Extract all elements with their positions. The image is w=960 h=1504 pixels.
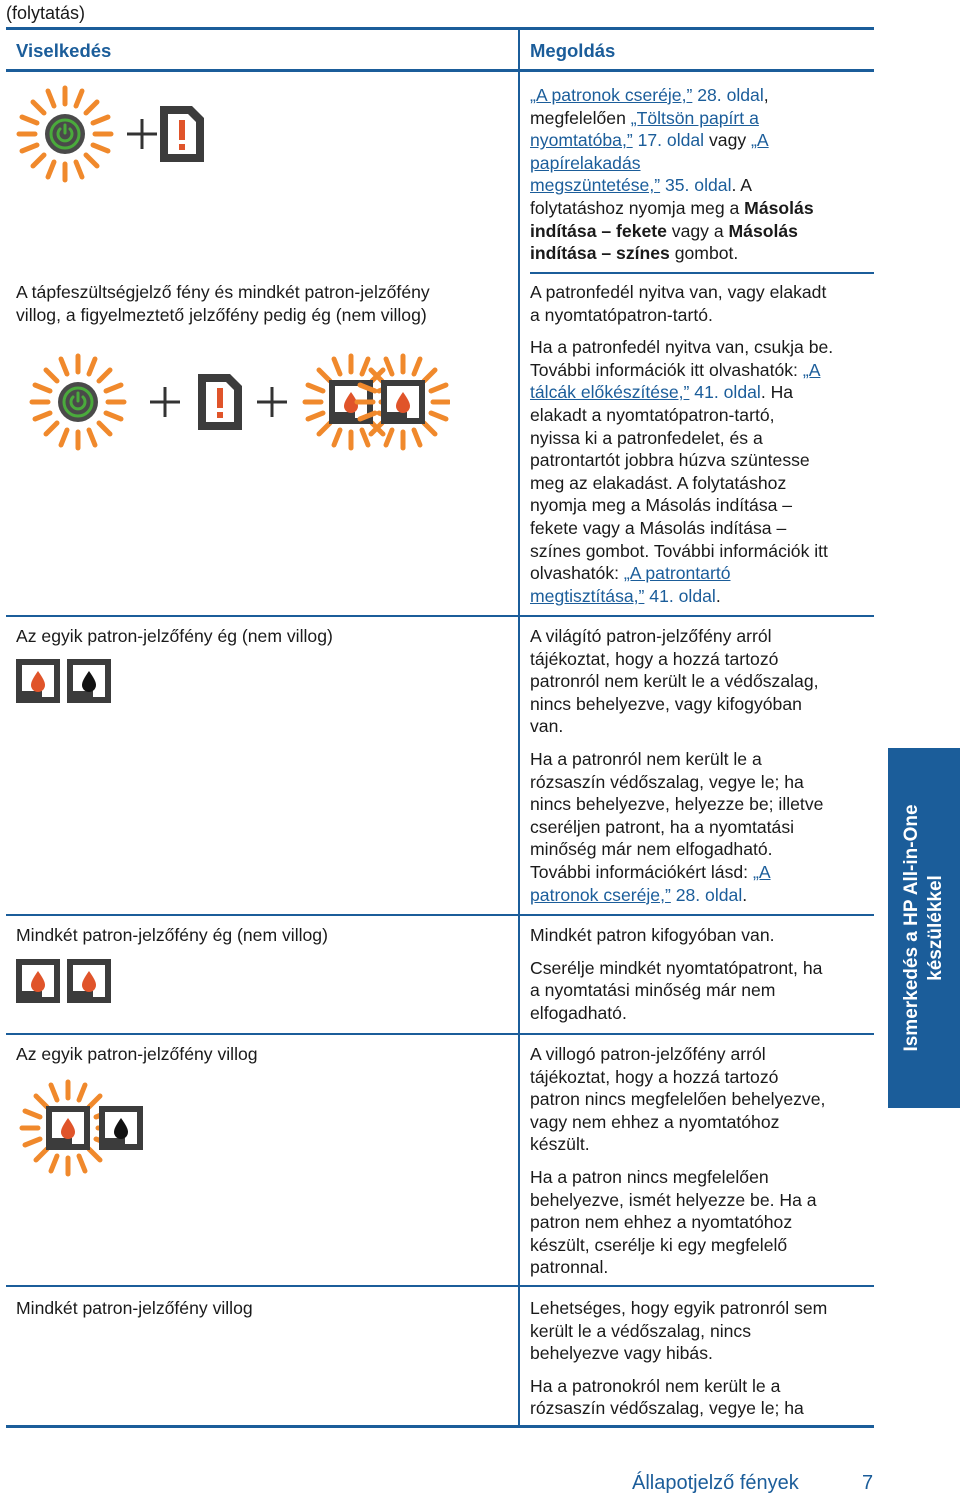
row3-behavior: Az egyik patron-jelzőfény ég (nem villog) xyxy=(16,626,333,646)
page-ref: 28. oldal xyxy=(670,884,743,905)
row6-solution xyxy=(530,1297,870,1420)
text: nincs behelyezve, helyezze be; illetve xyxy=(530,794,824,815)
page-ref: 41. oldal xyxy=(644,585,716,606)
text: . A xyxy=(731,175,753,196)
text: Ha a patronról nem került le a xyxy=(530,748,762,769)
button-name: Másolás xyxy=(728,220,798,241)
link-cartridge-replace-2[interactable]: „A xyxy=(752,861,771,882)
row5-behavior: Az egyik patron-jelzőfény villog xyxy=(16,1044,258,1064)
row4-behavior: Mindkét patron-jelzőfény ég (nem villog) xyxy=(16,925,328,945)
text: . Ha xyxy=(760,382,794,403)
text: patronról nem került le a védőszalag, xyxy=(530,671,819,692)
text: a nyomtatási minőség már nem xyxy=(530,980,776,1001)
text: patron nem ehhez a nyomtatóhoz xyxy=(530,1212,793,1233)
plus-icon xyxy=(150,387,180,417)
warning-icon xyxy=(198,374,242,430)
text: került le a védőszalag, nincs xyxy=(530,1320,752,1341)
link-cartridge-replace[interactable]: „A patronok cseréje,” xyxy=(530,85,693,105)
text: behelyezve, ismét helyezze be. Ha a xyxy=(530,1189,817,1210)
ink-drop-icon xyxy=(67,959,111,1003)
text: Cserélje mindkét nyomtatópatront, ha xyxy=(530,957,823,978)
text: nyissa ki a patronfedelet, és a xyxy=(530,427,763,448)
table-bottom-rule xyxy=(6,1425,874,1428)
link-cartridge-holder[interactable]: „A patrontartó xyxy=(623,563,731,584)
button-name: indítása – fekete xyxy=(530,220,667,241)
link-trays-cont[interactable]: tálcák előkészítése,” xyxy=(530,382,690,403)
text: színes gombot. További információk itt xyxy=(530,540,828,561)
text: készülékkel xyxy=(925,875,946,981)
row6-behavior: Mindkét patron-jelzőfény villog xyxy=(16,1298,253,1318)
row-rule xyxy=(6,1033,874,1035)
text: olvashatók: xyxy=(530,563,624,584)
text: folytatáshoz nyomja meg a xyxy=(530,197,745,218)
text: megfelelően xyxy=(530,107,631,128)
chapter-side-tab xyxy=(888,748,960,1108)
text: patronnal. xyxy=(530,1257,609,1278)
ink-drop-icon xyxy=(16,959,60,1003)
text: További információkért lásd: xyxy=(530,861,753,882)
page-ref: 35. oldal xyxy=(660,175,732,196)
link-cartridge-replace-2-cont[interactable]: patronok cseréje,” xyxy=(530,884,671,905)
row5-solution xyxy=(530,1043,870,1279)
text: tájékoztat, hogy a hozzá tartozó xyxy=(530,648,779,669)
text: rózsaszín védőszalag, vegye le; ha xyxy=(530,1398,804,1419)
solution-header: Megoldás xyxy=(530,40,616,61)
row5-icons xyxy=(10,1076,160,1186)
text: minőség már nem elfogadható. xyxy=(530,839,773,860)
button-name: Másolás xyxy=(744,197,814,218)
text: patron nincs megfelelően behelyezve, xyxy=(530,1089,826,1110)
text: Ha a patronfedél nyitva van, csukja be. xyxy=(530,337,834,358)
row-rule xyxy=(6,914,874,916)
row-rule xyxy=(6,1285,874,1287)
text: nyomja meg a Másolás indítása – xyxy=(530,495,793,516)
text: . xyxy=(742,884,748,905)
ink-drop-icon xyxy=(46,1106,90,1150)
text: Mindkét patron kifogyóban van. xyxy=(530,925,775,945)
text: fekete vagy a Másolás indítása – xyxy=(530,517,787,538)
text: , xyxy=(763,85,769,105)
row3-icons xyxy=(10,654,120,708)
ink-drop-icon xyxy=(99,1106,143,1150)
row1-solution xyxy=(530,84,870,265)
text: elakadt a nyomtatópatron-tartó, xyxy=(530,404,775,425)
page-number: 7 xyxy=(862,1472,874,1494)
text: tájékoztat, hogy a hozzá tartozó xyxy=(530,1066,779,1087)
text: vagy xyxy=(704,130,752,151)
row2-solution xyxy=(530,281,870,607)
ink-drop-icon xyxy=(67,659,111,703)
continued-label: (folytatás) xyxy=(6,3,86,23)
plus-icon xyxy=(127,119,157,149)
text: elfogadható. xyxy=(530,1002,627,1023)
link-trays[interactable]: „A xyxy=(802,359,821,380)
plus-icon xyxy=(257,387,287,417)
text: vagy a xyxy=(666,220,729,241)
warning-icon xyxy=(160,106,204,162)
row2-behavior xyxy=(16,281,506,326)
page-ref: 41. oldal xyxy=(689,382,761,403)
row-rule xyxy=(530,272,874,274)
ink-drop-icon xyxy=(16,659,60,703)
text: villog, a figyelmeztető jelzőfény pedig ég (nem villog) xyxy=(16,304,427,325)
page-ref: 28. oldal xyxy=(692,85,764,105)
text: Lehetséges, hogy egyik patronról sem xyxy=(530,1298,828,1318)
column-divider xyxy=(518,28,520,1428)
row3-solution xyxy=(530,625,870,906)
text: a nyomtatópatron-tartó. xyxy=(530,304,713,325)
row1-icons xyxy=(10,82,210,192)
link-paper-jam[interactable]: „A xyxy=(751,130,769,151)
text: gombot. xyxy=(669,243,739,264)
text: behelyezve vagy hibás. xyxy=(530,1343,713,1364)
text: vagy nem ehhez a nyomtatóhoz xyxy=(530,1111,780,1132)
row4-icons xyxy=(10,954,120,1008)
page-ref: 17. oldal xyxy=(632,130,705,151)
row-rule xyxy=(6,615,874,617)
link-load-paper[interactable]: „Töltsön papírt a xyxy=(630,107,759,128)
text: Ismerkedés a HP All-in-One xyxy=(901,804,922,1052)
link-paper-jam-cont2[interactable]: megszüntetése,” xyxy=(530,175,661,196)
row2-icons xyxy=(10,334,450,474)
link-paper-jam-cont[interactable]: papírelakadás xyxy=(530,152,641,173)
text: További információk itt olvashatók: xyxy=(530,359,803,380)
text: A világító patron-jelzőfény arról xyxy=(530,626,772,646)
text: Ha a patron nincs megfelelően xyxy=(530,1166,769,1187)
text: A tápfeszültségjelző fény és mindkét patron-jelzőfény xyxy=(16,282,430,302)
text: Ha a patronokról nem került le a xyxy=(530,1375,781,1396)
text: patrontartót jobbra húzva szüntesse xyxy=(530,450,810,471)
link-cartridge-holder-cont[interactable]: megtisztítása,” xyxy=(530,585,645,606)
power-icon xyxy=(58,382,98,422)
row4-solution xyxy=(530,924,870,1024)
text: A patronfedél nyitva van, vagy elakadt xyxy=(530,282,827,302)
chapter-title xyxy=(900,758,948,1098)
text: meg az elakadást. A folytatáshoz xyxy=(530,472,787,493)
footer-title: Állapotjelző fények xyxy=(632,1472,799,1494)
header-rule xyxy=(6,69,874,72)
text: van. xyxy=(530,716,564,737)
text: rózsaszín védőszalag, vegye le; ha xyxy=(530,771,804,792)
behavior-header: Viselkedés xyxy=(16,40,112,61)
power-icon xyxy=(45,114,85,154)
text: készült. xyxy=(530,1134,590,1155)
text: . xyxy=(715,585,721,606)
link-load-paper-cont[interactable]: nyomtatóba,” xyxy=(530,130,633,151)
button-name: indítása – színes xyxy=(530,243,670,264)
ink-drop-icon xyxy=(381,380,425,424)
text: nincs behelyezve, vagy kifogyóban xyxy=(530,693,802,714)
text: készült, cserélje ki egy megfelelő xyxy=(530,1234,788,1255)
text: cseréljen patront, ha a nyomtatási xyxy=(530,816,795,837)
text: A villogó patron-jelzőfény arról xyxy=(530,1044,766,1064)
table-top-rule xyxy=(6,27,874,30)
